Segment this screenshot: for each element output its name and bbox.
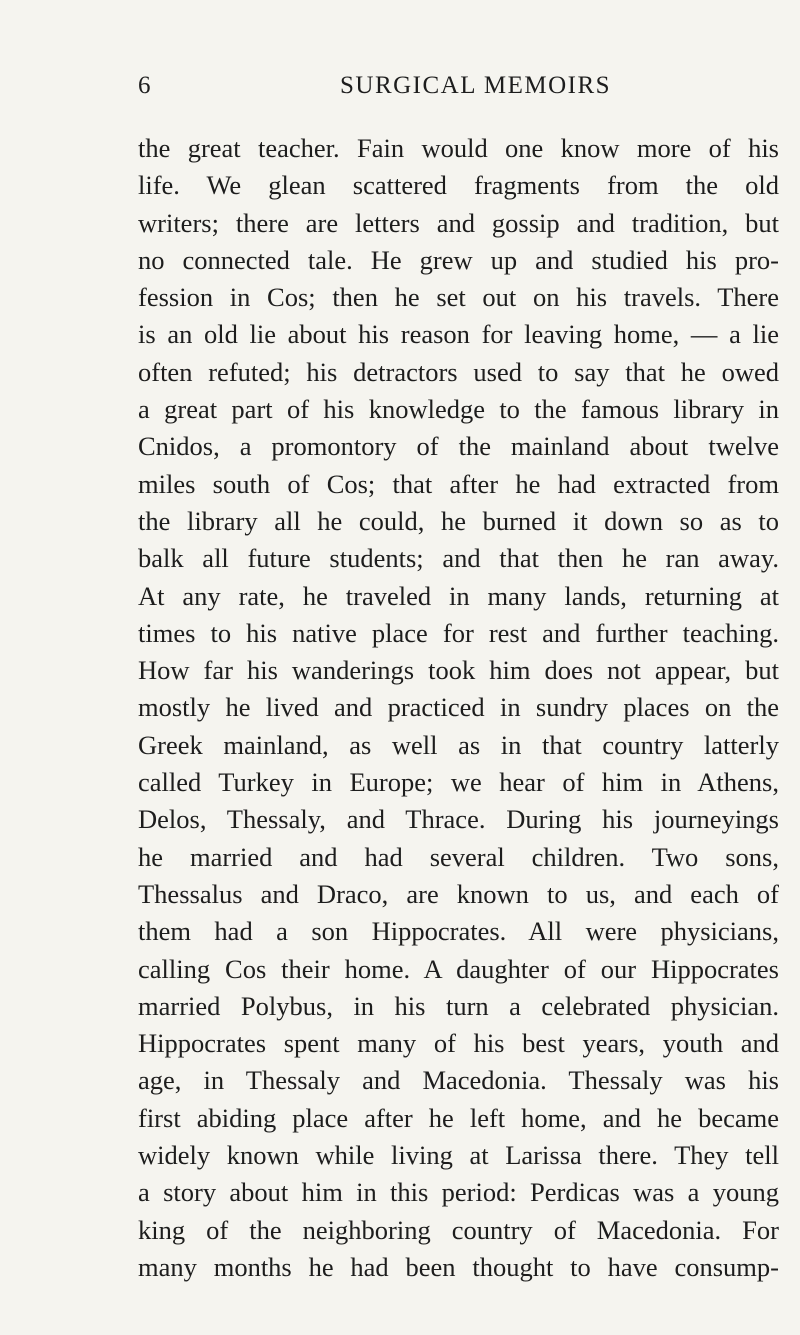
text-line: is an old lie about his reason for leaving home, — a lie (138, 319, 779, 350)
text-line: balk all future students; and that then he ran away. (138, 543, 779, 574)
text-line: writers; there are letters and gossip and tradition, but (138, 207, 779, 238)
text-line: At any rate, he traveled in many lands, returning at (138, 580, 779, 611)
book-page (138, 72, 779, 1286)
text-line: king of the neighboring country of Macedonia. For (138, 1214, 779, 1245)
body-text (138, 130, 779, 1286)
page-number: 6 (138, 72, 152, 99)
text-line: widely known while living at Larissa there. They tell (138, 1140, 779, 1171)
text-line: Hippocrates spent many of his best years, youth and (138, 1028, 779, 1059)
text-line: calling Cos their home. A daughter of our Hippocrates (138, 953, 779, 984)
running-header (138, 72, 779, 106)
text-line: age, in Thessaly and Macedonia. Thessaly was his (138, 1065, 779, 1096)
text-line: How far his wanderings took him does not appear, but (138, 655, 779, 686)
text-line: a great part of his knowledge to the famous library in (138, 394, 779, 425)
text-line: he married and had several children. Two sons, (138, 841, 779, 872)
text-line: Greek mainland, as well as in that country latterly (138, 729, 779, 760)
text-line: often refuted; his detractors used to say that he owed (138, 356, 779, 387)
running-title: SURGICAL MEMOIRS (340, 72, 612, 99)
text-line: first abiding place after he left home, and he became (138, 1102, 779, 1133)
text-line: fession in Cos; then he set out on his travels. There (138, 282, 779, 313)
text-line: married Polybus, in his turn a celebrated physician. (138, 990, 779, 1021)
text-line: many months he had been thought to have consump- (138, 1251, 779, 1282)
text-line: Cnidos, a promontory of the mainland about twelve (138, 431, 779, 462)
text-line: miles south of Cos; that after he had extracted from (138, 468, 779, 499)
text-line: them had a son Hippocrates. All were physicians, (138, 916, 779, 947)
text-line: Thessalus and Draco, are known to us, and each of (138, 878, 779, 909)
text-line: called Turkey in Europe; we hear of him in Athens, (138, 767, 779, 798)
text-line: times to his native place for rest and further teaching. (138, 617, 779, 648)
text-line: no connected tale. He grew up and studied his pro- (138, 244, 779, 275)
text-line: Delos, Thessaly, and Thrace. During his journeyings (138, 804, 779, 835)
text-line: mostly he lived and practiced in sundry places on the (138, 692, 779, 723)
text-line: life. We glean scattered fragments from the old (138, 170, 779, 201)
text-line: the library all he could, he burned it down so as to (138, 505, 779, 536)
text-line: a story about him in this period: Perdicas was a young (138, 1177, 779, 1208)
text-line: the great teacher. Fain would one know more of his (138, 133, 779, 163)
